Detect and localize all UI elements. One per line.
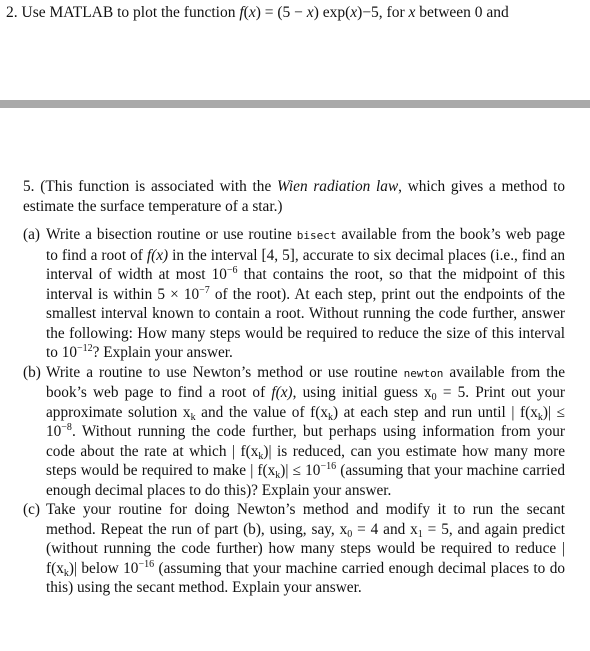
part-c: (c) Take your routine for doing Newton’s method and modify it to run the secant method. Repeat the run of part (b), using, say, $x_0 = 4$ and $x_1 = 5$, and again predict (without running the code further) how many steps would be required to reduce | $f(x_k)|$ below $10^{-16}$ (assuming that your machine carried enough decimal places to do this) using the secant method. Explain your answer.	[23, 501, 565, 596]
question-2-line	[6, 3, 586, 23]
question-5	[23, 177, 565, 598]
question-2-number: 2.	[6, 4, 18, 21]
page-divider	[0, 100, 590, 108]
question-2-text: Use MATLAB to plot the function f(x) = (5 − x) exp(x)−5, for x between 0 and	[21, 4, 509, 21]
question-5-parts	[23, 225, 565, 598]
part-b: (b) Write a routine to use Newton’s method or use routine newton available from the book’s web page to find a root of f(x), using initial guess $x_0 = 5$. Print out your approximate solution $x_k$ and the value of $f(x_k)$ at each step and run until | $f(x_k)| \le 10^{-8}$. Without running the code further, but perhaps using information from your code about the rate at which | $f(x_k)|$ is reduced, can you estimate how many more steps would be required to make | $f(x_k)| \le 10^{-16}$ (assuming that your machine carried enough decimal places to do this)? Explain your answer.	[23, 363, 565, 499]
part-a: (a) Write a bisection routine or use routine bisect available from the book’s web page to find a root of f(x) in the interval [4, 5], accurate to six decimal places (i.e., find an interval of width at most $10^{-6}$ that contains the root, so that the midpoint of this interval is within $5 \times 10^{-7}$ of the root). At each step, print out the endpoints of the smallest interval known to contain a root. Without running the code further, answer the following: How many steps would be required to reduce the size of this interval to $10^{-12}$? Explain your answer.	[23, 226, 565, 361]
part-marker: (c)	[23, 501, 40, 518]
part-marker: (b)	[23, 363, 41, 381]
question-5-intro: 5. (This function is associated with the Wien radiation law, which gives a method to estimate the surface temperature of a star.)	[23, 178, 565, 215]
part-marker: (a)	[23, 226, 40, 243]
